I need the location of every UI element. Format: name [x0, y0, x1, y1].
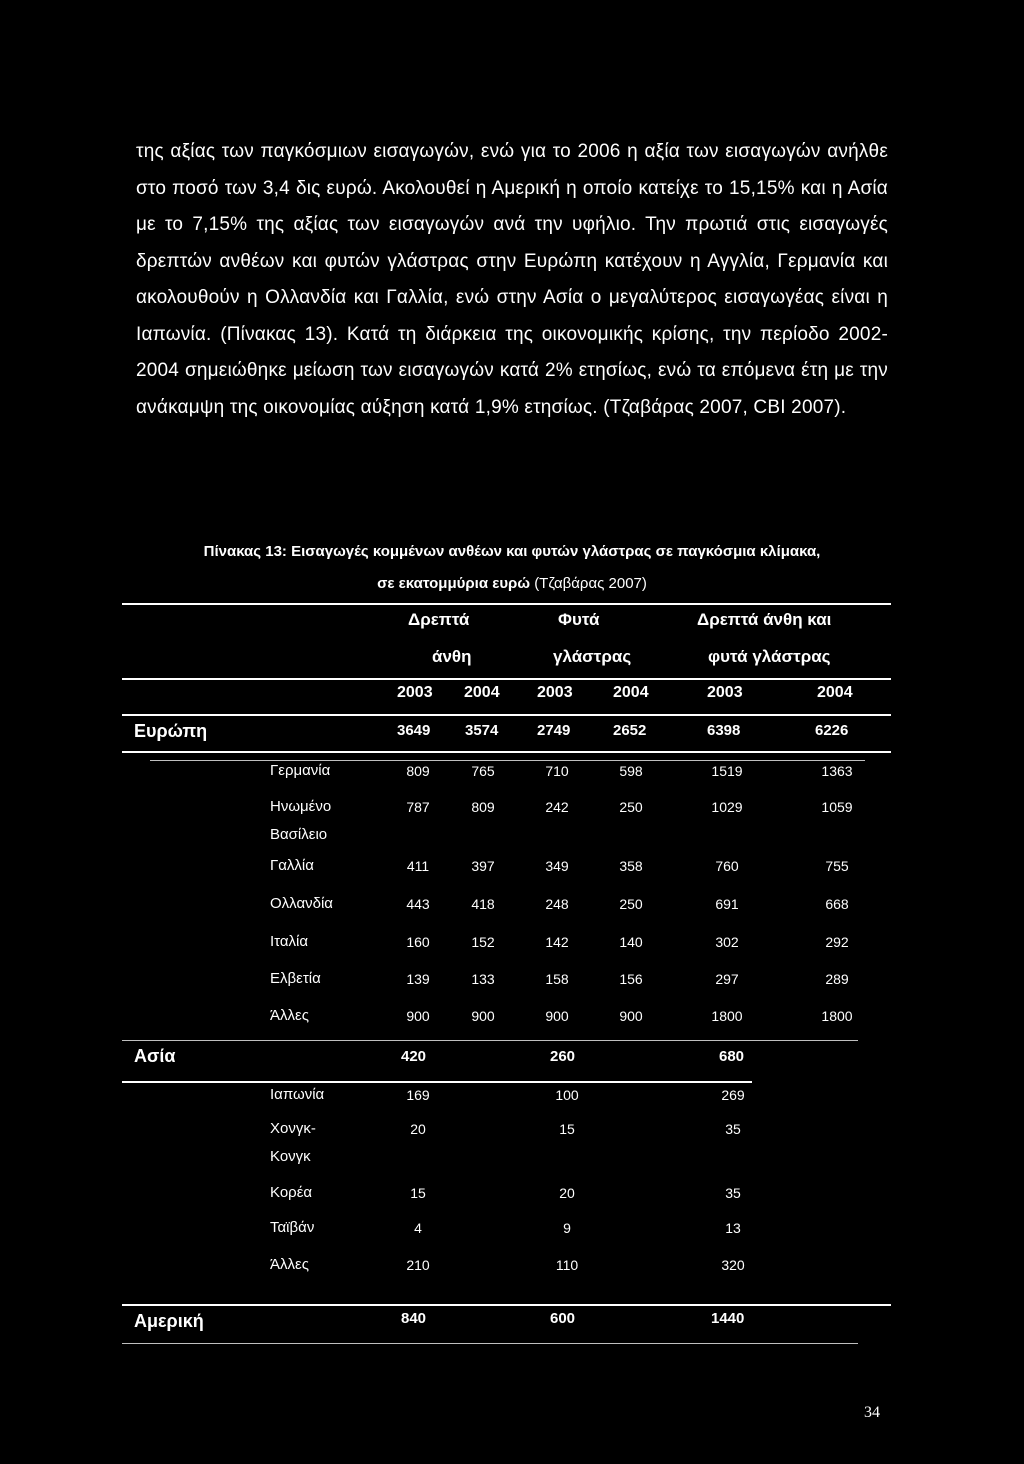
europe-rule: [122, 751, 891, 753]
europe-total: 2749: [537, 722, 571, 739]
page-number: 34: [864, 1404, 880, 1421]
america-total: 1440: [711, 1310, 745, 1327]
europe-total: 6398: [707, 722, 741, 739]
cell-value: 320: [721, 1257, 745, 1273]
cell-value: 691: [715, 896, 739, 912]
caption-units: σε εκατομμύρια ευρώ: [377, 575, 531, 592]
country-name: Κονγκ: [270, 1148, 311, 1165]
cell-value: 1519: [711, 763, 743, 779]
cell-value: 248: [545, 896, 569, 912]
col-header-potted-2: γλάστρας: [553, 647, 632, 666]
cell-value: 292: [825, 934, 849, 950]
cell-value: 1800: [711, 1008, 743, 1024]
country-name: Χονγκ-: [270, 1120, 316, 1137]
cell-value: 710: [545, 763, 569, 779]
europe-total: 3649: [397, 722, 431, 739]
header-rule: [122, 678, 891, 680]
asia-rule: [122, 1081, 752, 1083]
cell-value: 9: [563, 1220, 571, 1236]
cell-value: 169: [406, 1087, 430, 1103]
cell-value: 100: [555, 1087, 579, 1103]
cell-value: 140: [619, 934, 643, 950]
cell-value: 358: [619, 858, 643, 874]
asia-total: 680: [719, 1048, 745, 1065]
cell-value: 765: [471, 763, 495, 779]
cell-value: 156: [619, 971, 643, 987]
country-name: Γερμανία: [270, 762, 331, 779]
europe-sub-rule: [150, 760, 865, 761]
cell-value: 443: [406, 896, 430, 912]
cell-value: 35: [725, 1185, 741, 1201]
years-rule: [122, 714, 891, 716]
cell-value: 668: [825, 896, 849, 912]
region-america: Αμερική: [134, 1311, 204, 1331]
cell-value: 397: [471, 858, 495, 874]
cell-value: 418: [471, 896, 495, 912]
asia-total: 260: [550, 1048, 576, 1065]
col-header-cut-flowers-2: άνθη: [432, 647, 472, 666]
col-header-combined-2: φυτά γλάστρας: [708, 647, 831, 666]
year-header: 2004: [464, 684, 500, 701]
table-caption: Πίνακας 13: Εισαγωγές κομμένων ανθέων και φυτών γλάστρας σε παγκόσμια κλίμακα,: [203, 543, 821, 560]
america-top-rule: [122, 1304, 891, 1306]
cell-value: 1363: [821, 763, 853, 779]
cell-value: 133: [471, 971, 495, 987]
cell-value: 158: [545, 971, 569, 987]
cell-value: 15: [559, 1121, 575, 1137]
country-name: Ιταλία: [270, 933, 309, 950]
year-header: 2004: [817, 684, 853, 701]
region-asia: Ασία: [134, 1046, 176, 1066]
cell-value: 900: [471, 1008, 495, 1024]
asia-top-rule: [122, 1040, 858, 1041]
cell-value: 250: [619, 799, 643, 815]
cell-value: 242: [545, 799, 569, 815]
cell-value: 1800: [821, 1008, 853, 1024]
caption-source: (Τζαβάρας 2007): [534, 575, 647, 592]
europe-total: 6226: [815, 722, 849, 739]
country-name: Άλλες: [270, 1256, 309, 1273]
country-name: Άλλες: [270, 1007, 309, 1024]
col-header-potted: Φυτά: [558, 610, 600, 629]
cell-value: 302: [715, 934, 739, 950]
cell-value: 250: [619, 896, 643, 912]
cell-value: 411: [406, 858, 430, 874]
cell-value: 160: [406, 934, 430, 950]
america-bottom-rule: [122, 1343, 858, 1344]
country-name: Ολλανδία: [270, 895, 333, 912]
country-name: Ηνωμένο: [270, 798, 332, 815]
table-top-rule: [122, 603, 891, 605]
country-name: Ιαπωνία: [270, 1086, 325, 1103]
europe-total: 2652: [613, 722, 647, 739]
year-header: 2003: [397, 684, 433, 701]
body-paragraph: της αξίας των παγκόσμιων εισαγωγών, ενώ για το 2006 η αξία των εισαγωγών ανήλθε στο ποσό των 3,4 δις ευρώ. Ακολουθεί η Αμερική η οποίο κατείχε το 15,15% και η Ασία με το 7,15% της αξίας των εισαγωγών ανά την υφήλιο. Την πρωτιά στις εισαγωγές δρεπτών ανθέων και φυτών γλάστρας στην Ευρώπη κατέχουν η Αγγλία, Γερμανία και ακολουθούν η Ολλανδία και Γαλλία, ενώ στην Ασία ο μεγαλύτερος εισαγωγέας είναι η Ιαπωνία. (Πίνακας 13). Κατά τη διάρκεια της οικονομικής κρίσης, την περίοδο 2002-2004 σημειώθηκε μείωση των εισαγωγών κατά 2% ετησίως, ενώ τα επόμενα έτη με την ανάκαμψη της οικονομίας αύξηση κατά 1,9% ετησίως. (Τζαβάρας 2007, CBI 2007).: [136, 141, 888, 418]
country-name: Ελβετία: [270, 970, 321, 987]
cell-value: 809: [471, 799, 495, 815]
table-caption-units: [122, 575, 902, 592]
cell-value: 598: [619, 763, 643, 779]
america-total: 600: [550, 1310, 576, 1327]
cell-value: 1029: [711, 799, 743, 815]
cell-value: 900: [406, 1008, 430, 1024]
cell-value: 13: [725, 1220, 741, 1236]
cell-value: 297: [715, 971, 739, 987]
country-name: Ταϊβάν: [270, 1219, 315, 1236]
cell-value: 289: [825, 971, 849, 987]
year-header: 2003: [707, 684, 743, 701]
country-name: Βασίλειο: [270, 826, 328, 843]
cell-value: 210: [406, 1257, 430, 1273]
year-header: 2004: [613, 684, 649, 701]
cell-value: 755: [825, 858, 849, 874]
cell-value: 1059: [821, 799, 853, 815]
cell-value: 15: [410, 1185, 426, 1201]
country-name: Γαλλία: [270, 857, 314, 874]
cell-value: 809: [406, 763, 430, 779]
col-header-cut-flowers: Δρεπτά: [408, 610, 470, 629]
region-europe: Ευρώπη: [134, 721, 208, 741]
country-name: Κορέα: [270, 1184, 313, 1201]
cell-value: 4: [414, 1220, 422, 1236]
asia-total: 420: [401, 1048, 427, 1065]
cell-value: 110: [555, 1257, 579, 1273]
year-header: 2003: [537, 684, 573, 701]
cell-value: 900: [619, 1008, 643, 1024]
europe-total: 3574: [465, 722, 499, 739]
cell-value: 152: [471, 934, 495, 950]
cell-value: 269: [721, 1087, 745, 1103]
col-header-combined: Δρεπτά άνθη και: [697, 610, 832, 629]
cell-value: 20: [559, 1185, 575, 1201]
cell-value: 139: [406, 971, 430, 987]
cell-value: 760: [715, 858, 739, 874]
america-total: 840: [401, 1310, 427, 1327]
cell-value: 35: [725, 1121, 741, 1137]
cell-value: 900: [545, 1008, 569, 1024]
cell-value: 20: [410, 1121, 426, 1137]
cell-value: 142: [545, 934, 569, 950]
cell-value: 787: [406, 799, 430, 815]
cell-value: 349: [545, 858, 569, 874]
